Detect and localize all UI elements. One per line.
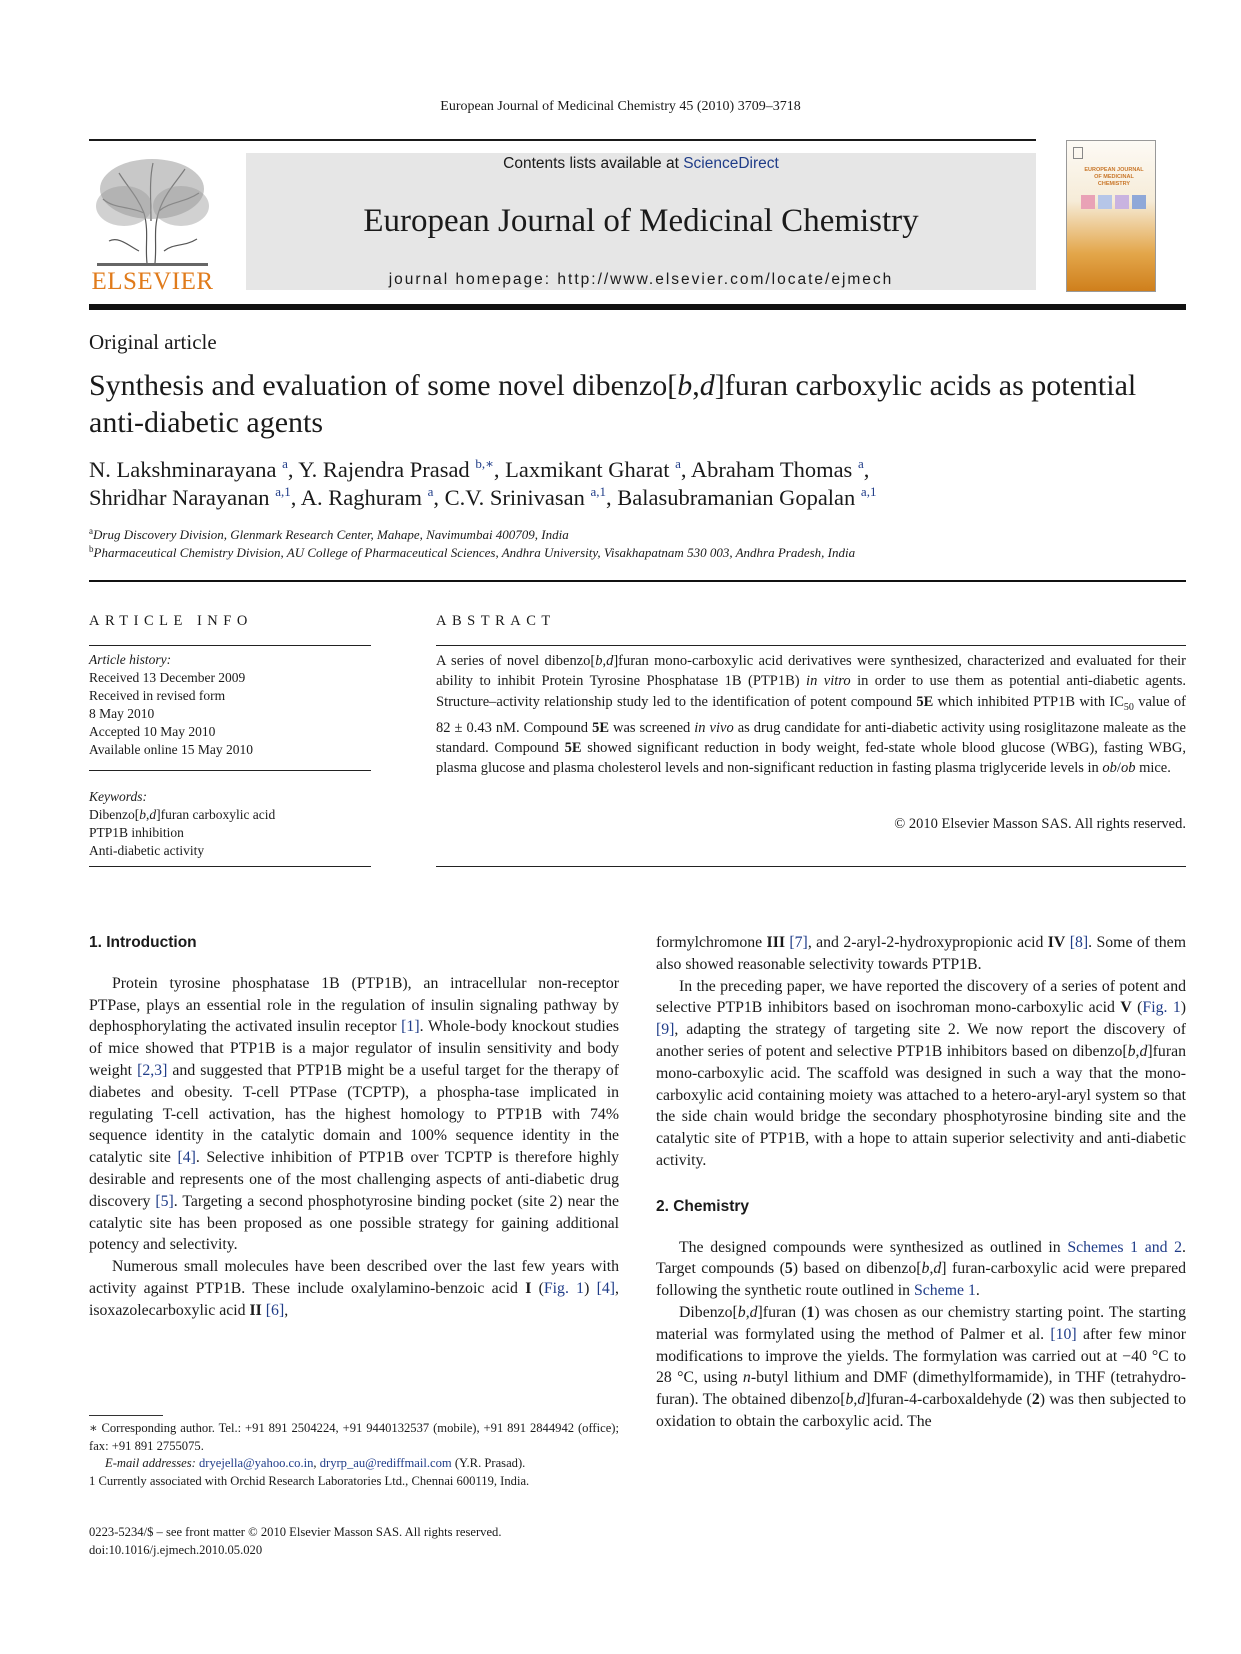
history-item: Accepted 10 May 2010 [89, 724, 216, 739]
email-link[interactable]: dryejella@yahoo.co.in [198, 1456, 314, 1470]
journal-citation: European Journal of Medicinal Chemistry 45 (2010) 3709–3718 [440, 99, 801, 114]
abstract-text: A series of novel dibenzo[b,d]furan mono-carboxylic acid derivatives were synthesized, characterized and evaluated for their ability to inhibit Protein Tyrosine Phosphatase 1B (PTP1B) in vitro in order to use them as potential anti-diabetic agents. Structure–activity relationship study led to the identification of potent compound 5E which inhibited PTP1B with $IC_{50}$ value of 82 ± 0.43 nM. Compound 5E was screened in vivo as drug candidate for anti-diabetic activity using rosiglitazone maleate as the standard. Compound 5E showed significant reduction in body weight, fed-state whole blood glucose (WBG), fasting WBG, plasma glucose and plasma cholesterol levels and non-significant reduction in fasting plasma triglyceride levels in ob/ob mice. [436, 653, 1186, 777]
reference-link[interactable]: [1] [401, 1018, 420, 1036]
header-rule [89, 139, 1036, 141]
paragraph: Numerous small molecules have been described over the last few years with activity against PTP1B. These include oxalylamino-benzoic acid I (Fig. 1) [4], isoxazolecarboxylic acid II [6], [89, 1258, 619, 1319]
doi-link[interactable]: doi:10.1016/j.ejmech.2010.05.020 [89, 1543, 263, 1557]
author[interactable]: A. Raghuram $^a$ [300, 484, 434, 510]
keyword[interactable]: Dibenzo[b,d]furan carboxylic acid [89, 807, 276, 822]
spacer [89, 759, 371, 788]
scheme-link[interactable]: Schemes 1 and 2 [1067, 1238, 1183, 1256]
author[interactable]: C.V. Srinivasan $^{a,1}$ [444, 484, 606, 510]
author[interactable]: Y. Rajendra Prasad $^{b,∗}$ [298, 456, 494, 482]
contents-prefix: Contents lists available at [503, 155, 684, 172]
history-item: Available online 15 May 2010 [89, 742, 253, 757]
author[interactable]: Shridhar Narayanan $^{a,1}$ [89, 484, 291, 510]
paragraph: Dibenzo[b,d]furan (1) was chosen as our chemistry starting point. The starting material was formylated using the method of Palmer et al. [10] after few minor modifications to improve the yields. The formylation was carried out at −40 °C to 28 °C, using n-butyl lithium and DMF (dimethylformamide), in THF (tetrahydro-furan). The obtained dibenzo[b,d]furan-4-carboxaldehyde (2) was then subjected to oxidation to obtain the carboxylic acid. The [656, 1303, 1186, 1430]
body-column-left [89, 932, 619, 1322]
keywords-label: Keywords: [89, 789, 147, 804]
reference-link[interactable]: [8] [1069, 934, 1089, 951]
history-item: 8 May 2010 [89, 706, 155, 721]
footnote-rule [89, 1415, 163, 1416]
reference-link[interactable]: [4] [177, 1149, 196, 1167]
journal-banner [246, 153, 1036, 290]
sciencedirect-link[interactable]: ScienceDirect [683, 155, 779, 172]
article-info-heading: ARTICLE INFO [89, 613, 253, 629]
body-column-right [656, 932, 1186, 1433]
article-info [89, 651, 371, 860]
reference-link[interactable]: [6] [265, 1301, 285, 1319]
divider [89, 866, 371, 867]
email-link[interactable]: dryrp_au@rediffmail.com [319, 1456, 452, 1470]
divider [89, 645, 371, 646]
author[interactable]: Abraham Thomas $^a$ [690, 456, 864, 482]
paragraph: In the preceding paper, we have reported the discovery of a series of potent and selective PTP1B inhibitors based on isochroman mono-carboxylic acid V (Fig. 1) [9], adapting the strategy of targeting site 2. We now report the discovery of another series of potent and selective PTP1B inhibitors based on dibenzo[b,d]furan mono-carboxylic acid. The scaffold was designed in such a way that the mono-carboxylic acid containing moiety was attached to a hetero-aryl-aryl system so that the side chain would bridge the secondary phosphotyrosine binding site and the catalytic site of PTP1B, with a hope to attain superior selectivity and anti-diabetic activity. [656, 977, 1187, 1169]
footnote-email: E-mail addresses: dryejella@yahoo.co.in, dryrp_au@rediffmail.com (Y.R. Prasad). [105, 1456, 526, 1470]
contents-line [246, 154, 1036, 174]
reference-link[interactable]: [5] [155, 1192, 174, 1210]
affiliation: $^b$Pharmaceutical Chemistry Division, AU College of Pharmaceutical Sciences, Andhra University, Visakhapatnam 530 003, Andhra Pradesh, India [89, 544, 856, 560]
cover-graphic [1081, 193, 1147, 213]
reference-link[interactable]: [10] [1050, 1325, 1077, 1343]
article-type: Original article [89, 330, 217, 354]
journal-cover-thumbnail[interactable] [1066, 140, 1156, 292]
history-item: Received in revised form [89, 688, 226, 703]
divider [436, 866, 1186, 867]
cover-emblem-icon [1073, 147, 1083, 159]
author-list: N. Lakshminarayana $^a$, Y. Rajendra Prasad $^{b,∗}$, Laxmikant Gharat $^a$, Abraham Thomas $^a$, Shridhar Narayanan $^{a,1}$, A. Raghuram $^a$, C.V. Srinivasan $^{a,1}$, Balasubramanian Gopalan $^{a,1}$ [89, 456, 877, 510]
paragraph: formylchromone III [7], and 2-aryl-2-hydroxypropionic acid IV [8]. Some of them also showed reasonable selectivity towards PTP1B. [656, 934, 1186, 973]
footnote-1: 1 Currently associated with Orchid Research Laboratories Ltd., Chennai 600119, India. [89, 1474, 530, 1488]
article-title: Synthesis and evaluation of some novel dibenzo[b,d]furan carboxylic acids as potential anti-diabetic agents [89, 369, 1137, 439]
journal-title: European Journal of Medicinal Chemistry [363, 203, 919, 239]
history-label: Article history: [89, 652, 172, 667]
abstract-copyright: © 2010 Elsevier Masson SAS. All rights reserved. [894, 816, 1186, 832]
section-heading-chemistry: 2. Chemistry [656, 1197, 750, 1215]
author[interactable]: Laxmikant Gharat $^a$ [505, 456, 681, 482]
elsevier-wordmark: ELSEVIER [91, 268, 214, 295]
paragraph: The designed compounds were synthesized as outlined in Schemes 1 and 2. Target compounds (5) based on dibenzo[b,d] furan-carboxylic acid were prepared following the synthetic route outlined in Scheme 1. [656, 1238, 1186, 1300]
section-rule [89, 580, 1186, 582]
elsevier-logo[interactable] [89, 151, 216, 295]
section-heading-introduction: 1. Introduction [89, 934, 197, 951]
author[interactable]: Balasubramanian Gopalan $^{a,1}$ [617, 484, 877, 510]
abstract-heading: ABSTRACT [436, 613, 556, 629]
header-thick-rule [89, 304, 1186, 310]
reference-link[interactable]: [9] [656, 1021, 675, 1039]
scheme-link[interactable]: Scheme 1 [913, 1282, 976, 1300]
issn-line: 0223-5234/$ – see front matter © 2010 Elsevier Masson SAS. All rights reserved. [89, 1525, 502, 1539]
history-item: Received 13 December 2009 [89, 670, 246, 685]
keyword[interactable]: PTP1B inhibition [89, 825, 184, 840]
figure-link[interactable]: Fig. 1 [1142, 999, 1181, 1017]
reference-link[interactable]: [7] [789, 934, 808, 951]
reference-link[interactable]: [2,3] [137, 1061, 168, 1079]
affiliations [89, 526, 1189, 562]
affiliation: $^a$Drug Discovery Division, Glenmark Research Center, Mahape, Navimumbai 400709, India [89, 526, 569, 542]
journal-homepage-link[interactable]: journal homepage: http://www.elsevier.com/locate/ejmech [388, 271, 894, 288]
reference-link[interactable]: [4] [596, 1279, 616, 1297]
author[interactable]: N. Lakshminarayana $^a$ [89, 456, 288, 482]
divider [436, 645, 1186, 646]
keyword[interactable]: Anti-diabetic activity [89, 843, 205, 858]
footnote-corresponding: ∗ Corresponding author. Tel.: +91 891 2504224, +91 9440132537 (mobile), +91 891 2844942 (office); fax: +91 891 2755075. [89, 1421, 619, 1453]
figure-link[interactable]: Fig. 1 [543, 1279, 585, 1297]
cover-title: EUROPEAN JOURNAL OF MEDICINAL CHEMISTRY [1084, 167, 1144, 187]
paragraph: Protein tyrosine phosphatase 1B (PTP1B), an intracellular non-receptor PTPase, plays an essential role in the regulation of insulin signaling pathway by dephosphorylating the activated insulin receptor [1]. Whole-body knockout studies of mice showed that PTP1B is a major regulator of insulin sensitivity and body weight [2,3] and suggested that PTP1B might be a useful target for the therapy of diabetes and obesity. T-cell PTPase (TCPTP), a phospha-tase implicated in regulating T-cell activation, has the highest homology to PTP1B with 74% sequence identity in the catalytic domain and 100% sequence identity in the catalytic site [4]. Selective inhibition of PTP1B over TCPTP is therefore highly desirable and represents one of the most challenging aspects of anti-diabetic drug discovery [5]. Targeting a second phosphotyrosine binding pocket (site 2) near the catalytic site has been proposed as one possible strategy for gaining additional potency and selectivity. [89, 974, 619, 1254]
